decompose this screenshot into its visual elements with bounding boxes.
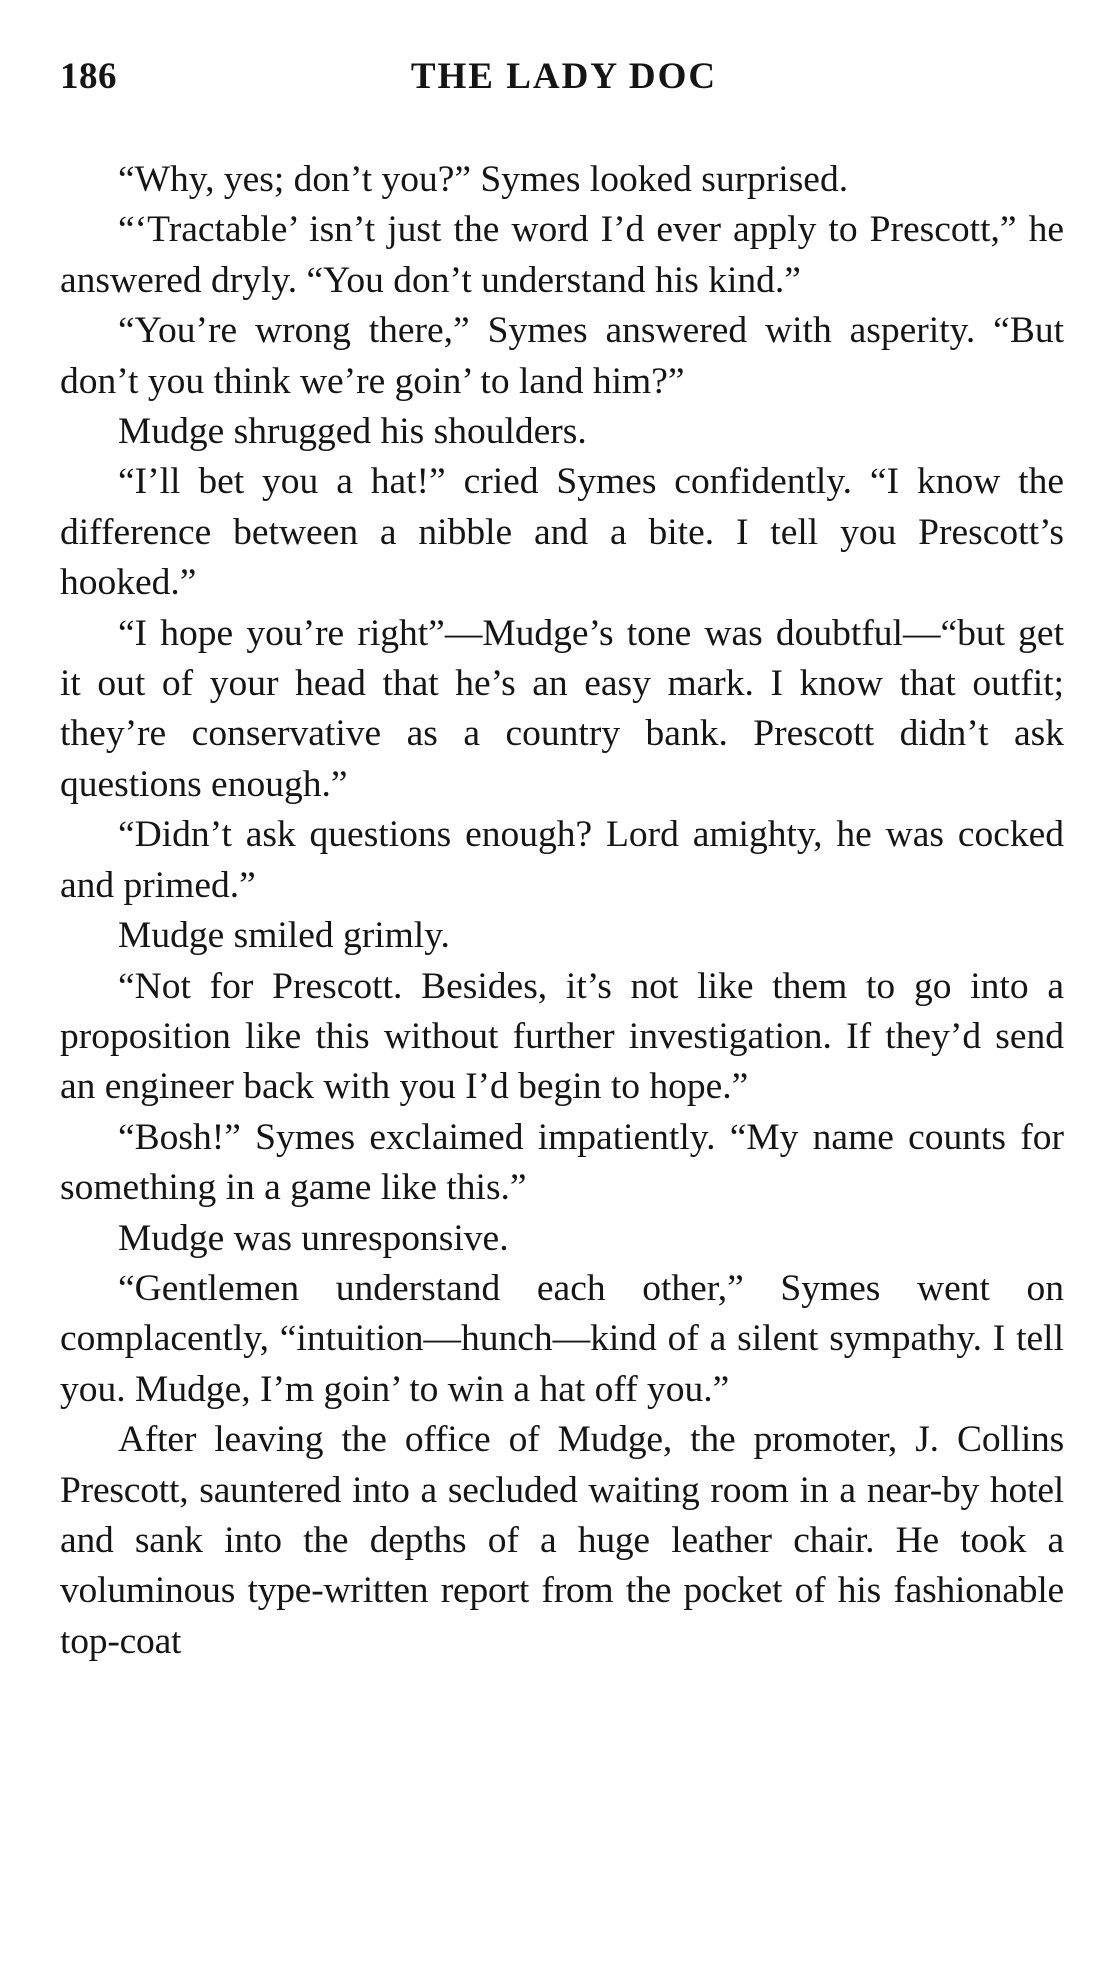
paragraph: Mudge smiled grimly.: [118, 915, 450, 957]
paragraph: “Why, yes; don’t you?” Symes looked surprised.: [118, 159, 849, 200]
page-number: 186: [60, 56, 117, 97]
paragraph: “Not for Prescott. Besides, it’s not like them to go into a proposition like this without further investigation. If they’d send an engineer back with you I’d begin to hope.”: [60, 965, 1064, 1108]
running-title: THE LADY DOC: [410, 56, 718, 97]
paragraph: “‘Tractable’ isn’t just the word I’d ever apply to Prescott,” he answered dryly. “You don’t understand his kind.”: [60, 209, 1064, 301]
page-header: [60, 55, 1064, 115]
paragraph: “Didn’t ask questions enough? Lord amighty, he was cocked and primed.”: [60, 814, 1064, 906]
paragraph: After leaving the office of Mudge, the promoter, J. Collins Prescott, sauntered into a secluded waiting room in a near-by hotel and sank into the depths of a huge leather chair. He took a voluminous type-written report from the pocket of his fashionable top-coat: [60, 1419, 1064, 1662]
paragraph: “Gentlemen understand each other,” Symes went on complacently, “intuition—hunch—kind of a silent sympathy. I tell you. Mudge, I’m goin’ to win a hat off you.”: [60, 1267, 1064, 1410]
paragraph: “I’ll bet you a hat!” cried Symes confidently. “I know the difference between a nibble and a bite. I tell you Prescott’s hooked.”: [60, 461, 1064, 604]
body-text: [60, 155, 1064, 1667]
paragraph: “Bosh!” Symes exclaimed impatiently. “My name counts for something in a game like this.”: [60, 1116, 1064, 1209]
book-page: [60, 55, 1064, 1667]
paragraph: “You’re wrong there,” Symes answered with asperity. “But don’t you think we’re goin’ to land him?”: [60, 310, 1064, 402]
paragraph: Mudge shrugged his shoulders.: [118, 411, 587, 453]
paragraph: Mudge was unresponsive.: [118, 1217, 509, 1259]
paragraph: “I hope you’re right”—Mudge’s tone was doubtful—“but get it out of your head that he’s an easy mark. I know that outfit; they’re conservative as a country bank. Prescott didn’t ask questions enough.”: [60, 612, 1064, 805]
